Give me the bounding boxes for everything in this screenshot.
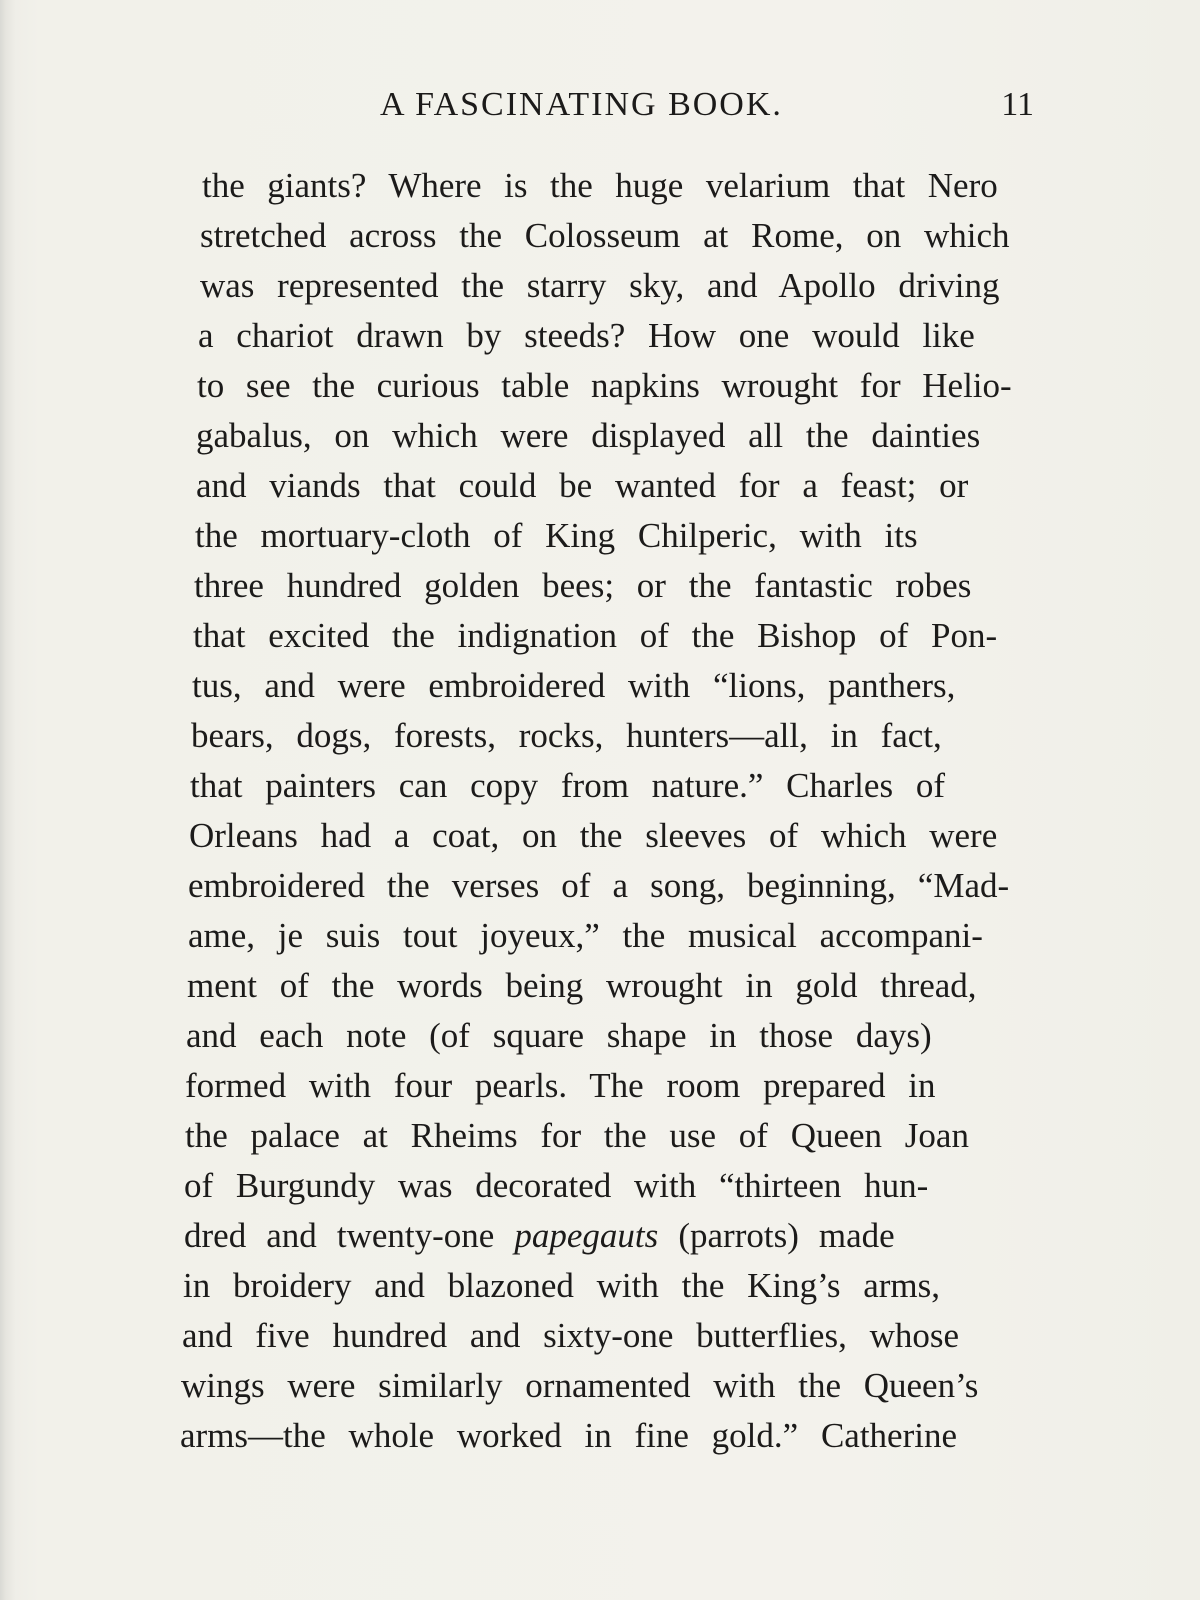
text-line: Orleans had a coat, on the sleeves of which were xyxy=(189,816,998,855)
italic-word: papegauts xyxy=(514,1216,659,1255)
text-line: formed with four pearls. The room prepared in xyxy=(185,1066,936,1105)
text-line: embroidered the verses of a song, beginning, “Mad- xyxy=(188,866,1010,905)
text-line: gabalus, on which were displayed all the dainties xyxy=(196,416,981,455)
text-line: the palace at Rheims for the use of Queen Joan xyxy=(185,1116,969,1155)
text-line: and viands that could be wanted for a feast; or xyxy=(196,466,969,505)
text-line: ame, je suis tout joyeux,” the musical accompani- xyxy=(188,916,983,955)
text-line: arms—the whole worked in fine gold.” Catherine xyxy=(180,1416,957,1455)
text-segment: (parrots) made xyxy=(658,1216,895,1255)
text-line: that excited the indignation of the Bishop of Pon- xyxy=(193,616,998,655)
text-line: in broidery and blazoned with the King’s arms, xyxy=(183,1266,941,1305)
text-line: to see the curious table napkins wrought for Helio- xyxy=(197,366,1012,405)
text-line: stretched across the Colosseum at Rome, on which xyxy=(200,216,1010,255)
text-line: ment of the words being wrought in gold thread, xyxy=(187,966,977,1005)
text-line: three hundred golden bees; or the fantastic robes xyxy=(194,566,972,605)
text-segment: dred and twenty-one xyxy=(184,1216,515,1255)
text-line: that painters can copy from nature.” Charles of xyxy=(190,766,945,805)
text-line: the mortuary-cloth of King Chilperic, with its xyxy=(195,516,918,555)
text-line: was represented the starry sky, and Apollo driving xyxy=(200,266,1000,305)
text-line: tus, and were embroidered with “lions, panthers, xyxy=(192,666,956,705)
text-line: the giants? Where is the huge velarium that Nero xyxy=(202,166,998,205)
text-line: bears, dogs, forests, rocks, hunters—all, in fact, xyxy=(191,716,942,755)
page-number: 11 xyxy=(1001,86,1034,123)
text-line: and five hundred and sixty-one butterflies, whose xyxy=(182,1316,960,1355)
text-line: and each note (of square shape in those days) xyxy=(186,1016,932,1055)
text-line: wings were similarly ornamented with the Queen’s xyxy=(181,1366,979,1405)
text-line-with-italic xyxy=(184,1214,895,1258)
text-line: a chariot drawn by steeds? How one would like xyxy=(198,316,975,355)
text-line: of Burgundy was decorated with “thirteen hun- xyxy=(184,1166,929,1205)
running-title: A FASCINATING BOOK. xyxy=(380,86,783,123)
